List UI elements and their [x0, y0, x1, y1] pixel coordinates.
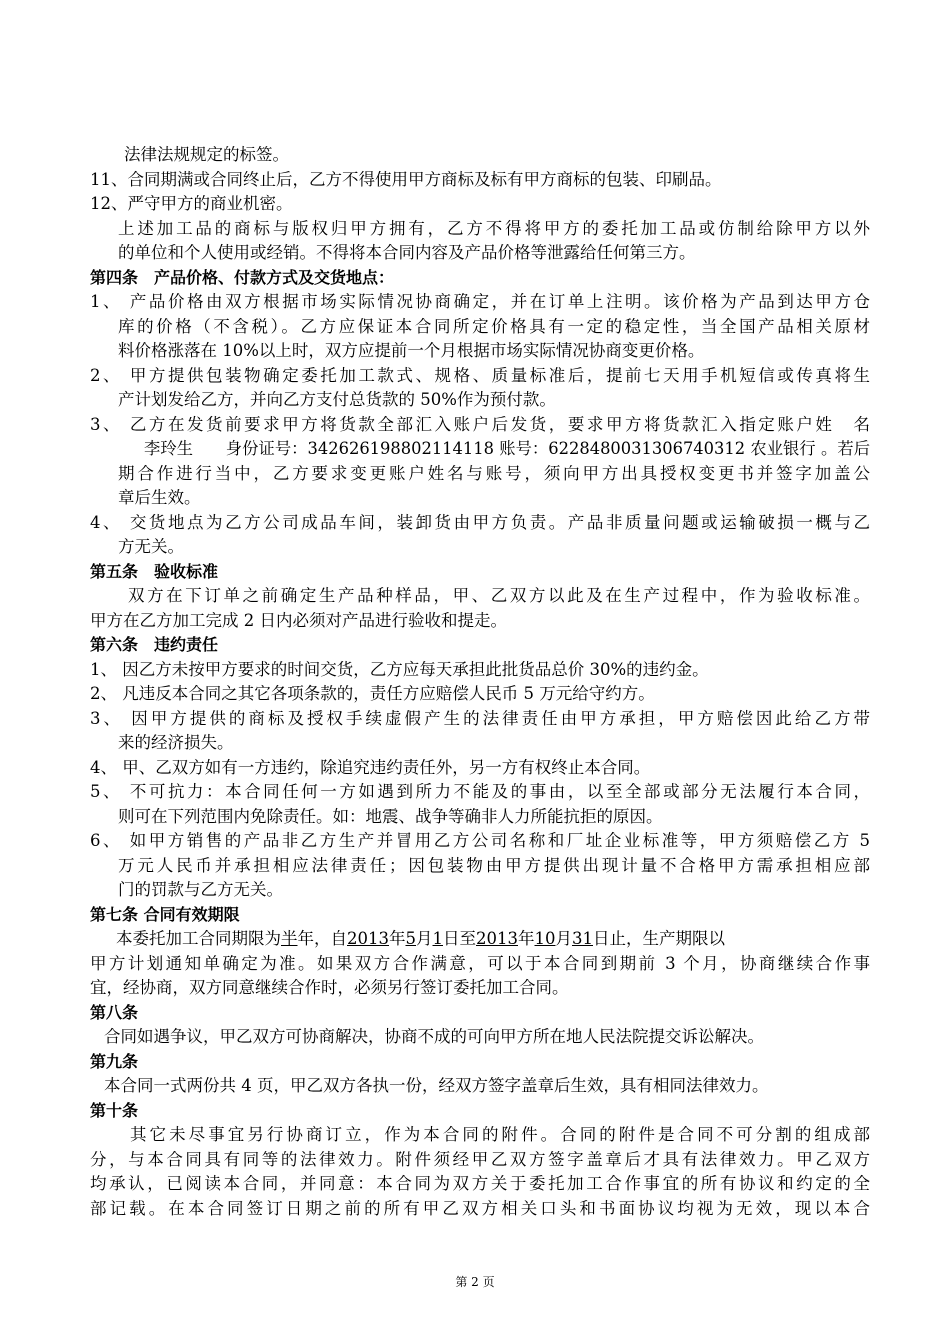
text-line: 章后生效。 — [118, 488, 201, 507]
term-blank: 半 — [281, 929, 298, 948]
text-line: 甲方在乙方加工完成 2 日内必须对产品进行验收和提走。 — [90, 610, 507, 630]
article-6-item-5: 5、 不可抗力：本合同任何一方如遇到所力不能及的事由，以至全部或部分无法履行本合同， — [90, 782, 870, 801]
text-line: 均承认，已阅读本合同，并同意：本合同为双方关于委托加工合作事宜的所有协议和约定的全 — [90, 1174, 870, 1193]
article-5-heading: 第五条 验收标准 — [90, 561, 219, 581]
clause-item-12: 12、严守甲方的商业机密。 — [90, 194, 293, 213]
text-line: 合同如遇争议，甲乙双方可协商解决，协商不成的可向甲方所在地人民法院提交诉讼解决。 — [104, 1027, 764, 1046]
account-info-line: 李玲生 身份证号：342626198802114118 账号：6228480031306740312 农业银行 。若后 — [144, 439, 870, 458]
article-4-item-4: 4、 交货地点为乙方公司成品车间，装卸货由甲方负责。产品非质量问题或运输破损一概与乙 — [90, 512, 870, 532]
text-line: 则可在下列范围内免除责任。如：地震、战争等确非人力所能抗拒的原因。 — [118, 806, 663, 826]
start-day-blank: 1 — [432, 929, 443, 948]
article-10-heading: 第十条 — [90, 1100, 139, 1120]
article-6-item-2: 2、 凡违反本合同之其它各项条款的，责任方应赔偿人民币 5 万元给守约方。 — [90, 684, 655, 703]
article-4-heading: 第四条 产品价格、付款方式及交货地点： — [90, 267, 395, 287]
text-line: 其它未尽事宜另行协商订立，作为本合同的附件。合同的附件是合同不可分割的组成部 — [130, 1125, 870, 1144]
text-line: 门的罚款与乙方无关。 — [118, 880, 283, 899]
article-4-item-3: 3、 乙方在发货前要求甲方将货款全部汇入账户后发货，要求甲方将货款汇入指定账户姓 名 — [90, 414, 870, 434]
page-number: 第 2 页 — [455, 1275, 495, 1289]
article-6-heading: 第六条 违约责任 — [90, 635, 219, 654]
text-line: 上述加工品的商标与版权归甲方拥有，乙方不得将甲方的委托加工品或仿制给除甲方以外 — [118, 218, 870, 238]
text-line: 方无关。 — [118, 537, 184, 556]
end-year-blank: 2013 — [476, 929, 518, 948]
text-line: 产计划发给乙方，并向乙方支付总货款的 50%作为预付款。 — [118, 390, 556, 409]
start-month-blank: 5 — [405, 929, 416, 948]
text-line: 分，与本合同具有同等的法律效力。附件须经甲乙双方签字盖章后才具有法律效力。甲乙双方 — [90, 1149, 870, 1169]
article-4-item-2: 2、 甲方提供包装物确定委托加工款式、规格、质量标准后，提前七天用手机短信或传真将生 — [90, 365, 870, 385]
text-line: 宜，经协商，双方同意继续合作时，必须另行签订委托加工合同。 — [90, 978, 569, 997]
text-line: 双方在下订单之前确定生产品种样品，甲、乙双方以此及在生产过程中，作为验收标准。 — [128, 586, 870, 605]
article-7-heading: 第七条 合同有效期限 — [90, 904, 240, 924]
article-8-heading: 第八条 — [90, 1002, 139, 1022]
clause-item-11: 11、合同期满或合同终止后，乙方不得使用甲方商标及标有甲方商标的包装、印刷品。 — [90, 169, 722, 189]
text-line: 部记载。在本合同签订日期之前的所有甲乙双方相关口头和书面协议均视为无效，现以本合 — [90, 1198, 870, 1218]
text-line: 万元人民币并承担相应法律责任；因包装物由甲方提供出现计量不合格甲方需承担相应部 — [118, 855, 870, 875]
article-9-heading: 第九条 — [90, 1051, 139, 1071]
end-month-blank: 10 — [534, 929, 556, 948]
text-line: 的单位和个人使用或经销。不得将本合同内容及产品价格等泄露给任何第三方。 — [118, 243, 696, 262]
article-6-item-1: 1、 因乙方未按甲方要求的时间交货，乙方应每天承担此批货品总价 30%的违约金。 — [90, 659, 709, 679]
article-4-item-1: 1、 产品价格由双方根据市场实际情况协商确定，并在订单上注明。该价格为产品到达甲方仓 — [90, 292, 870, 311]
text-line: 本合同一式两份共 4 页，甲乙双方各执一份，经双方签字盖章后生效，具有相同法律效力。 — [104, 1076, 769, 1095]
start-year-blank: 2013 — [347, 929, 389, 948]
contract-page — [90, 143, 870, 1221]
text-line: 期合作进行当中，乙方要求变更账户姓名与账号，须向甲方出具授权变更书并签字加盖公 — [118, 463, 870, 483]
contract-term-line: 本委托加工合同期限为半年，自2013年5月1日至2013年10月31日止，生产期限以 — [116, 929, 725, 948]
article-6-item-4: 4、 甲、乙双方如有一方违约，除追究违约责任外，另一方有权终止本合同。 — [90, 757, 651, 777]
text-line: 来的经济损失。 — [118, 733, 234, 752]
text-line: 库的价格（不含税）。乙方应保证本合同所定价格具有一定的稳定性，当全国产品相关原材 — [118, 316, 870, 336]
text-line: 料价格涨落在 10%以上时，双方应提前一个月根据市场实际情况协商变更价格。 — [118, 341, 705, 360]
text-line: 甲方计划通知单确定为准。如果双方合作满意，可以于本合同到期前 3 个月，协商继续合作事 — [90, 953, 870, 973]
article-6-item-6: 6、 如甲方销售的产品非乙方生产并冒用乙方公司名称和厂址企业标准等，甲方须赔偿乙方 5 — [90, 831, 870, 850]
article-6-item-3: 3、 因甲方提供的商标及授权手续虚假产生的法律责任由甲方承担，甲方赔偿因此给乙方带 — [90, 708, 870, 728]
end-day-blank: 31 — [572, 929, 593, 948]
text-line: 法律法规规定的标签。 — [124, 145, 289, 164]
